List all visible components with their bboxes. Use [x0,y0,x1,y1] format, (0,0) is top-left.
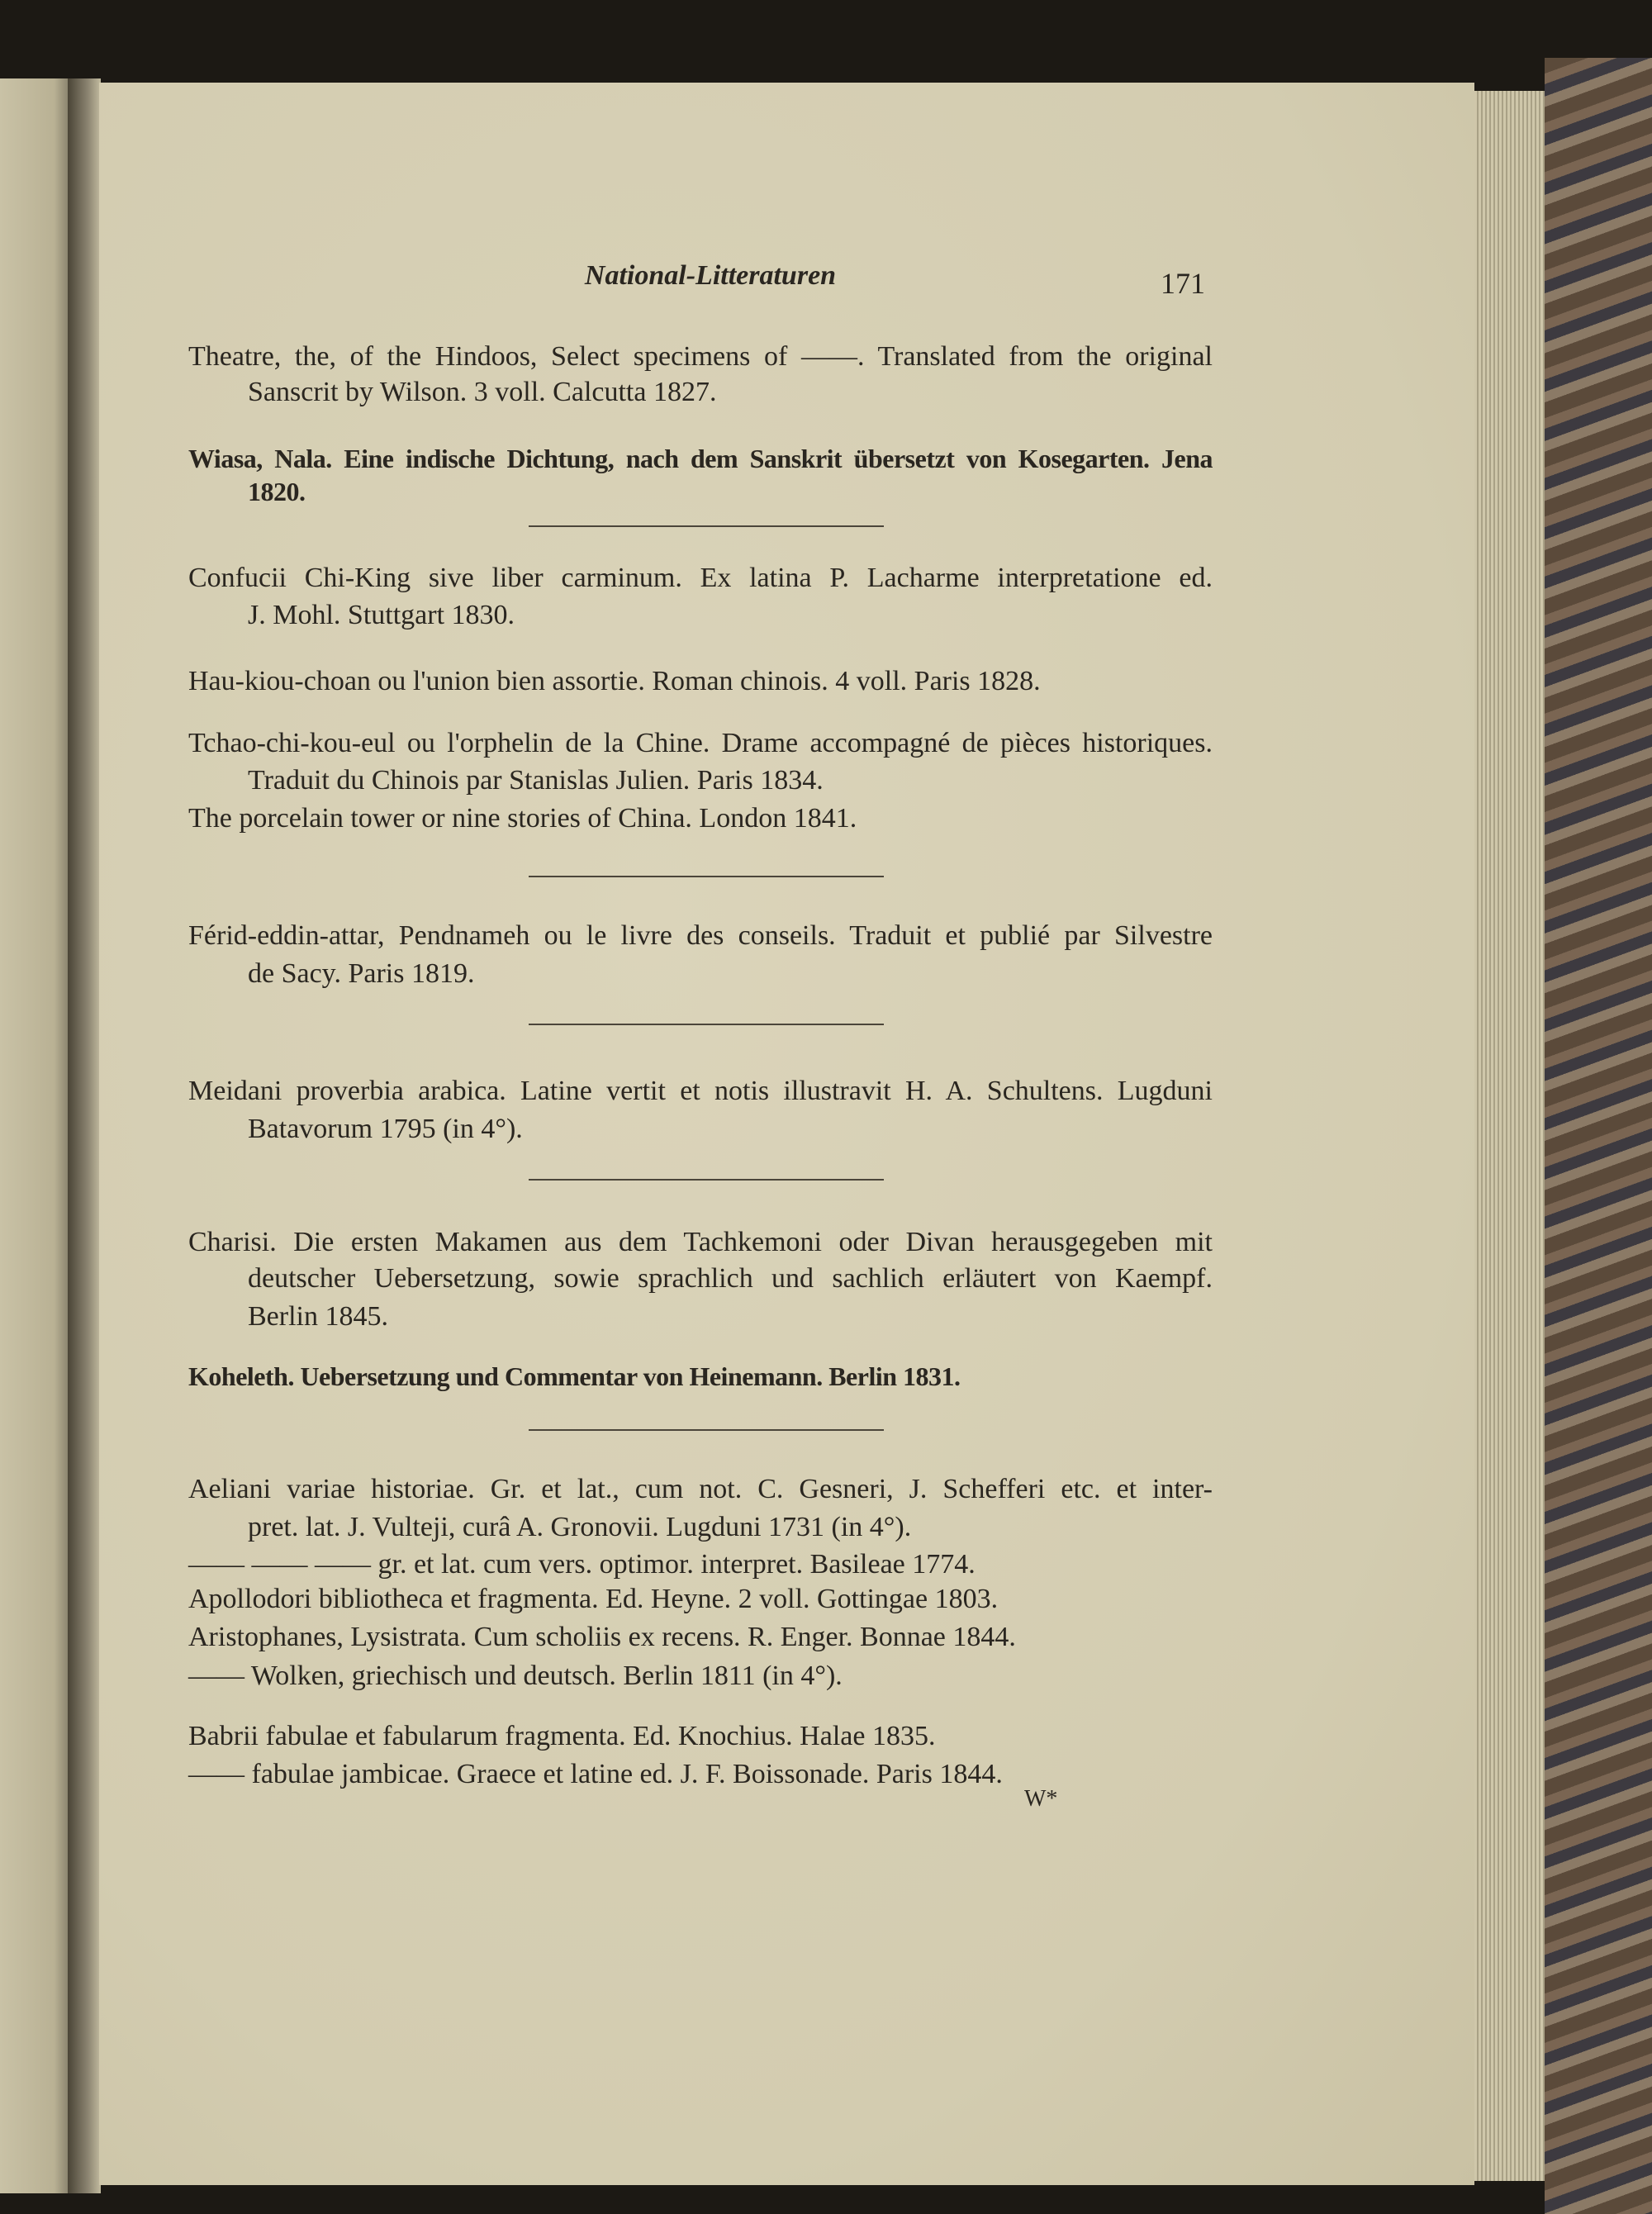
entry-line: Sanscrit by Wilson. 3 voll. Calcutta 1827. [248,377,717,407]
entry-line-fraktur: Wiasa, Nala. Eine indische Dichtung, nach dem Sanskrit übersetzt von Kosegarten. Jena [188,444,1213,473]
entry-line: Meidani proverbia arabica. Latine vertit et notis illustravit H. A. Schultens. Lugduni [188,1076,1213,1106]
entry-line: Aristophanes, Lysistrata. Cum scholiis ex recens. R. Enger. Bonnae 1844. [188,1622,1016,1652]
entry-line: Apollodori bibliotheca et fragmenta. Ed. Heyne. 2 voll. Gottingae 1803. [188,1584,999,1614]
section-divider [529,525,884,527]
entry-line: Theatre, the, of the Hindoos, Select specimens of ——. Translated from the original [188,341,1213,372]
entry-line: —— —— —— gr. et lat. cum vers. optimor. interpret. Basileae 1774. [188,1549,976,1580]
entry-line: Berlin 1845. [248,1301,388,1332]
section-divider [529,1179,884,1181]
entry-line: Confucii Chi-King sive liber carminum. Ex latina P. Lacharme interpretatione ed. [188,563,1213,593]
entry-line: Hau-kiou-choan ou l'union bien assortie. Roman chinois. 4 voll. Paris 1828. [188,666,1041,696]
entry-line: pret. lat. J. Vulteji, curâ A. Gronovii. Lugduni 1731 (in 4°). [248,1512,912,1542]
section-divider [529,876,884,877]
entry-line: —— Wolken, griechisch und deutsch. Berlin 1811 (in 4°). [188,1660,843,1691]
entry-line: Babrii fabulae et fabularum fragmenta. Ed. Knochius. Halae 1835. [188,1721,936,1751]
running-header: National-Litteraturen [584,260,837,291]
signature-mark: W* [1024,1786,1058,1812]
entry-line: de Sacy. Paris 1819. [248,958,475,989]
entry-line: Tchao-chi-kou-eul ou l'orphelin de la Chine. Drame accompagné de pièces historiques. [188,728,1213,758]
entry-line-fraktur: Koheleth. Uebersetzung und Commentar von Heinemann. Berlin 1831. [188,1361,961,1391]
marbled-cover [1545,58,1652,2214]
entry-line: Traduit du Chinois par Stanislas Julien. Paris 1834. [248,765,824,796]
entry-line: deutscher Uebersetzung, sowie sprachlich und sachlich erläutert von Kaempf. [248,1263,1213,1294]
left-page-edge [0,78,68,2193]
book-gutter [68,78,101,2193]
entry-line-fraktur: 1820. [248,477,306,506]
entry-line: —— fabulae jambicae. Graece et latine ed. J. F. Boissonade. Paris 1844. [188,1759,1003,1789]
entry-line: The porcelain tower or nine stories of China. London 1841. [188,803,857,834]
entry-line: Férid-eddin-attar, Pendnameh ou le livre des conseils. Traduit et publié par Silvestre [188,920,1213,951]
entry-line: Aeliani variae historiae. Gr. et lat., cum not. C. Gesneri, J. Schefferi etc. et inter- [188,1474,1213,1504]
entry-line: Charisi. Die ersten Makamen aus dem Tachkemoni oder Divan herausgegeben mit [188,1227,1213,1257]
page-number: 171 [1161,267,1205,300]
entry-line: Batavorum 1795 (in 4°). [248,1114,523,1144]
section-divider [529,1429,884,1431]
section-divider [529,1024,884,1025]
page-edges [1474,91,1545,2181]
entry-line: J. Mohl. Stuttgart 1830. [248,600,515,630]
